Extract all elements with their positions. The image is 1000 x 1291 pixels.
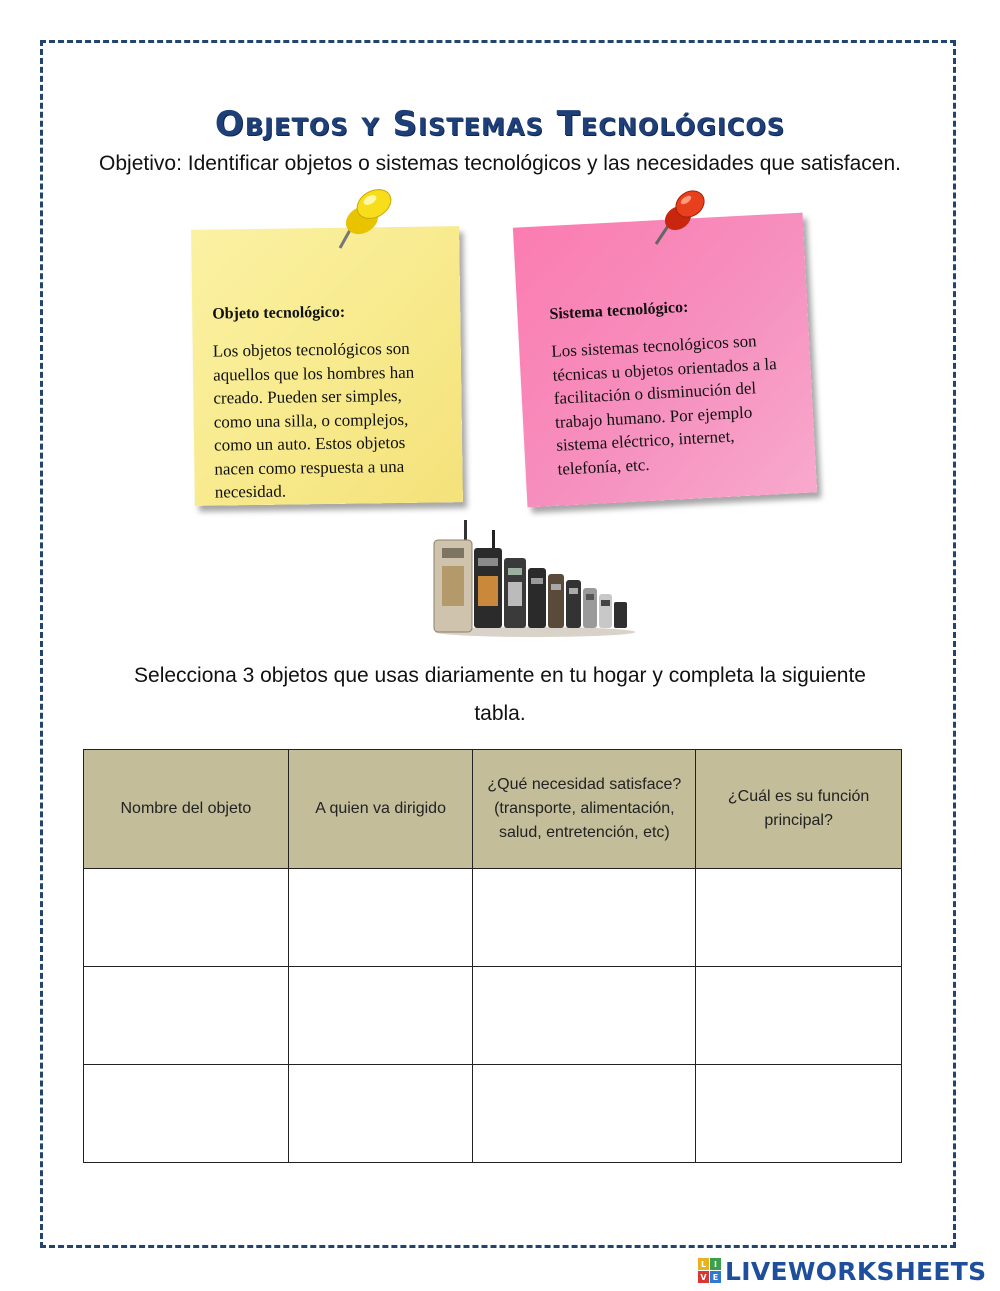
svg-text:L: L	[700, 1260, 707, 1269]
table-row	[84, 869, 902, 967]
answer-cell[interactable]	[696, 1065, 902, 1163]
mobile-phones-evolution-icon	[430, 518, 640, 638]
table-header-row	[84, 750, 902, 869]
liveworksheets-logo-text: LIVEWORKSHEETS	[725, 1256, 987, 1286]
object-note	[191, 226, 463, 506]
table-row	[84, 1065, 902, 1163]
answer-cell[interactable]	[84, 869, 289, 967]
answer-cell[interactable]	[696, 967, 902, 1065]
objective-text: Objetivo: Identificar objetos o sistemas tecnológicos y las necesidades que satisfacen.	[99, 152, 901, 175]
answer-cell[interactable]	[696, 869, 902, 967]
answer-cell[interactable]	[288, 1065, 473, 1163]
header-need: ¿Qué necesidad satisface? (transporte, alimentación, salud, entretención, etc)	[473, 750, 696, 869]
answer-cell[interactable]	[473, 1065, 696, 1163]
red-pushpin-icon	[646, 186, 716, 256]
table-row	[84, 967, 902, 1065]
answer-cell[interactable]	[288, 967, 473, 1065]
header-object-name: Nombre del objeto	[84, 750, 289, 869]
answer-cell[interactable]	[84, 967, 289, 1065]
answer-cell[interactable]	[288, 869, 473, 967]
object-note-title: Objeto tecnológico:	[212, 303, 346, 323]
page-title: Objetos y Sistemas Tecnológicos	[214, 104, 786, 144]
object-note-text: Los objetos tecnológicos son aquellos que los hombres han creado. Pueden ser simples, como una silla, o complejos, como un auto. Estos objetos nacen como respuesta a una necesidad.	[212, 338, 415, 502]
system-note-title: Sistema tecnológico:	[549, 298, 689, 323]
svg-text:E: E	[712, 1273, 719, 1282]
svg-text:V: V	[700, 1273, 707, 1282]
system-note-text: Los sistemas tecnológicos son técnicas u objetos orientados a la facilitación o disminución del trabajo humano. Por ejemplo sistema eléctrico, internet, telefonía, etc.	[550, 331, 778, 479]
liveworksheets-logo[interactable]	[698, 1256, 986, 1286]
yellow-pushpin-icon	[318, 186, 398, 266]
answer-cell[interactable]	[473, 869, 696, 967]
svg-text:I: I	[714, 1260, 717, 1269]
answer-table	[83, 749, 902, 1163]
answer-cell[interactable]	[473, 967, 696, 1065]
answer-cell[interactable]	[84, 1065, 289, 1163]
header-main-function: ¿Cuál es su función principal?	[696, 750, 902, 869]
system-note	[513, 213, 817, 508]
instruction-text: Selecciona 3 objetos que usas diariamente en tu hogar y completa la siguiente tabla.	[134, 664, 866, 725]
header-target-user: A quien va dirigido	[288, 750, 473, 869]
liveworksheets-logo-icon	[698, 1258, 722, 1284]
